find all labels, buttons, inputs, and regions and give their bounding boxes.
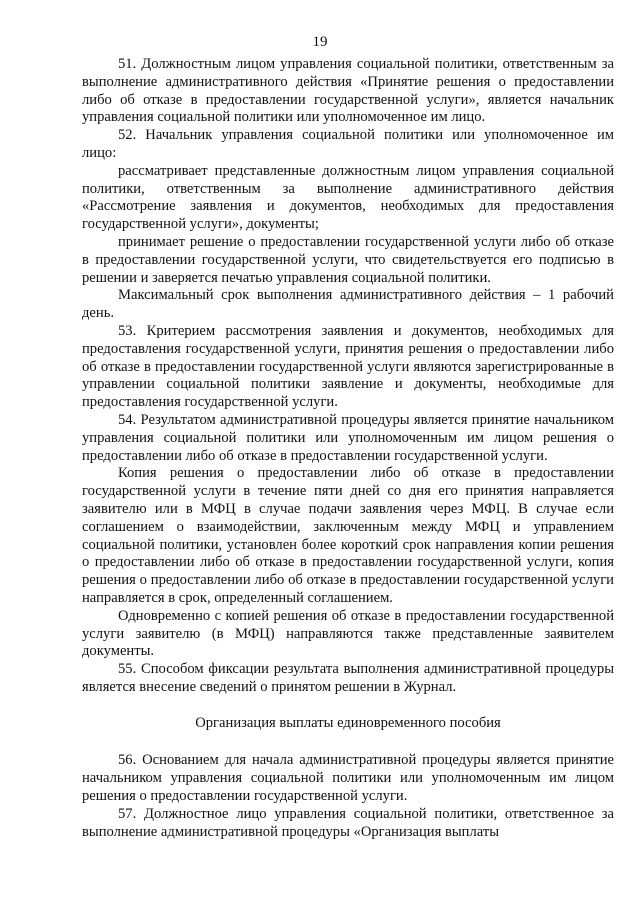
- paragraph-52-item-decide: принимает решение о предоставлении государственной услуги либо об отказе в предоставлении государственной услуги, что свидетельствуется его подписью в решении и заверяется печатью управления социальной политики.: [82, 233, 614, 286]
- paragraph-52-item-review: рассматривает представленные должностным лицом управления социальной политики, ответственным за выполнение административного действия «Рассмотрение заявления и документов, необходимых для предоставления государственной услуги», документы;: [82, 162, 614, 233]
- paragraph-55: 55. Способом фиксации результата выполнения административной процедуры является внесение сведений о принятом решении в Журнал.: [82, 661, 614, 695]
- paragraph-57: 57. Должностное лицо управления социальной политики, ответственное за выполнение административной процедуры «Организация выплаты: [82, 805, 614, 840]
- paragraph-56: 56. Основанием для начала административной процедуры является принятие начальником управления социальной политики или уполномоченным им лицом решения о предоставлении государственной услуги.: [82, 752, 614, 805]
- paragraph-51: 51. Должностным лицом управления социальной политики, ответственным за выполнение административного действия «Принятие решения о предоставлении либо об отказе в предоставлении государственной услуги», является начальник управления социальной политики или уполномоченное им лицо.: [82, 56, 614, 126]
- paragraph-54-simultaneously: Одновременно с копией решения об отказе в предоставлении государственной услуги заявителю (в МФЦ) направляются также представленные заявителем документы.: [82, 607, 614, 660]
- paragraph-54-copy: Копия решения о предоставлении либо об отказе в предоставлении государственной услуги в течение пяти дней со дня его принятия направляется заявителю или в МФЦ в случае подачи заявления через МФЦ. В случае если соглашением о взаимодействии, заключенным между МФЦ и управлением социальной политики, установлен более короткий срок направления копии решения о предоставлении либо об отказе в предоставлении государственной услуги, копия решения о предоставлении либо об отказе в предоставлении государственной услуги направляется в срок, определенный соглашением.: [82, 465, 614, 606]
- paragraph-53: 53. Критерием рассмотрения заявления и документов, необходимых для предоставления государственной услуги, принятия решения о предоставлении либо об отказе в предоставлении государственной услуги являются зарегистрированные в управлении социальной политики заявление и документы, необходимые для предоставления государственной услуги.: [82, 322, 614, 411]
- page-number: 19: [312, 34, 328, 50]
- document-body: [82, 56, 614, 841]
- paragraph-max-term: Максимальный срок выполнения административного действия – 1 рабочий день.: [82, 287, 614, 322]
- paragraph-52: 52. Начальник управления социальной политики или уполномоченное им лицо:: [82, 127, 614, 161]
- section-heading: Организация выплаты единовременного пособия: [195, 714, 501, 731]
- paragraph-54: 54. Результатом административной процедуры является принятие начальником управления социальной политики или уполномоченным им лицом решения о предоставлении либо об отказе в предоставлении государственной услуги.: [82, 411, 614, 464]
